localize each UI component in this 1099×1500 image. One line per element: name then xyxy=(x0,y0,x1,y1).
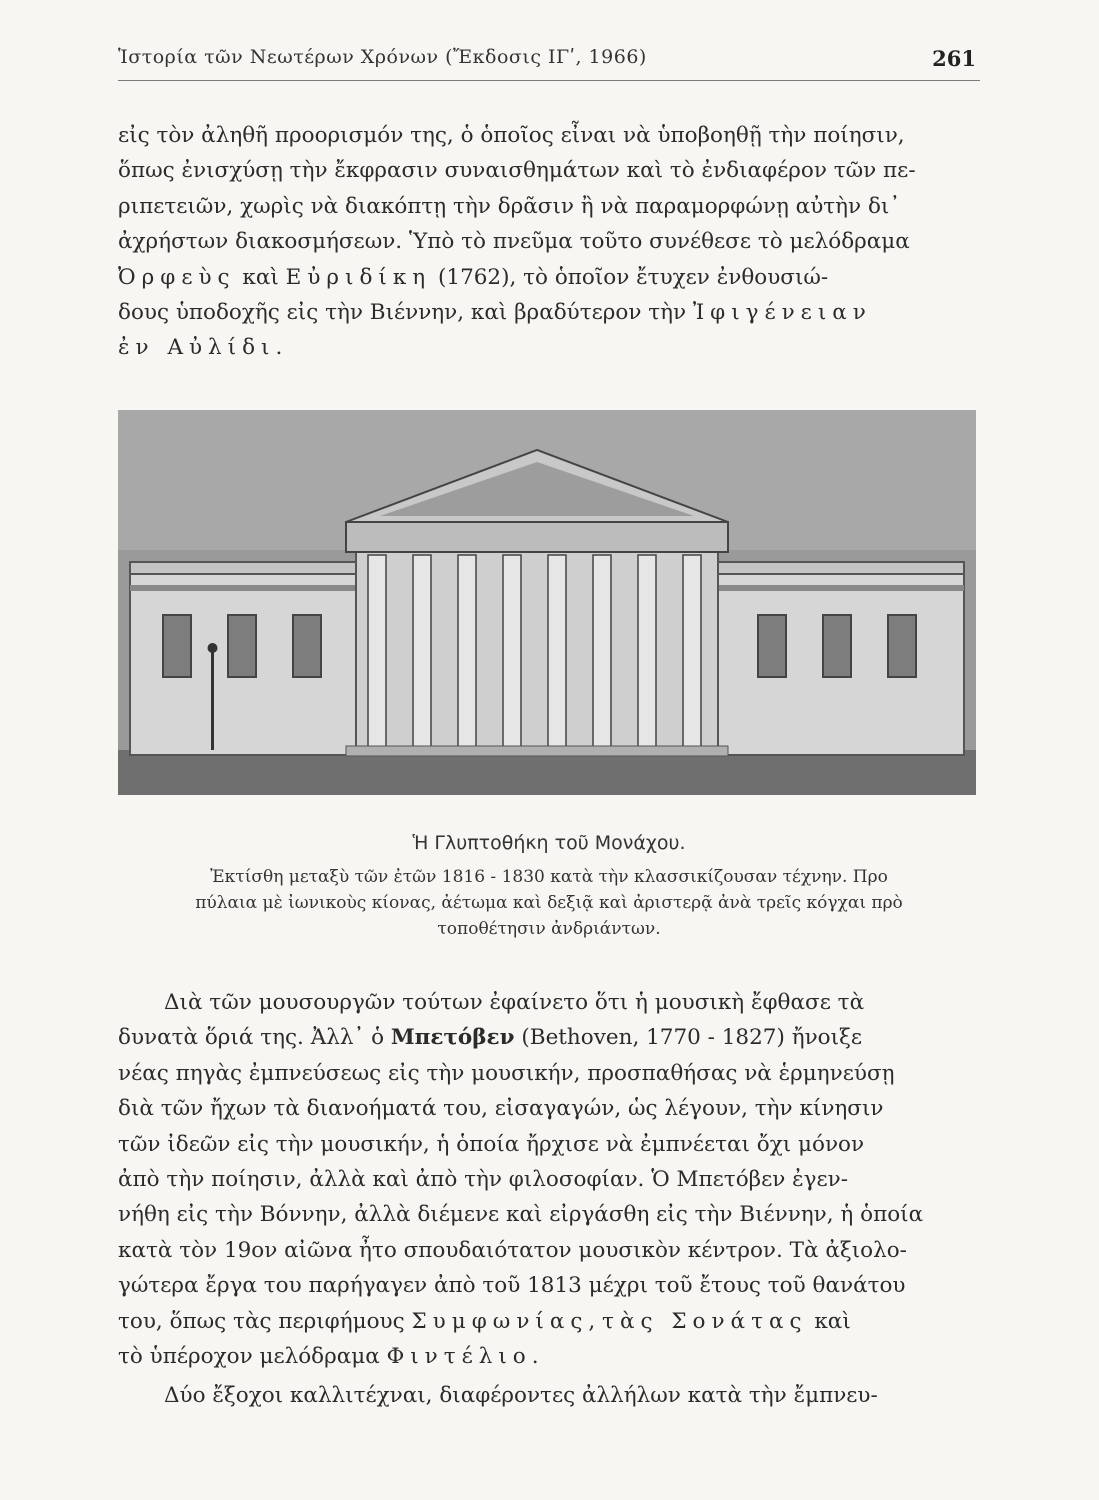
paragraph-opera-reform xyxy=(118,118,980,366)
text-line: ἀχρήστων διακοσμήσεων. Ὑπὸ τὸ πνεῦμα τοῦτο συνέθεσε τὸ μελόδραμα xyxy=(118,229,910,255)
paragraph-two-artists xyxy=(118,1378,980,1413)
text-line xyxy=(118,1339,980,1374)
text-line xyxy=(118,295,980,330)
text-line: διὰ τῶν ἤχων τὰ διανοήματά του, εἰσαγαγών, ὡς λέγουν, τὴν κίνησιν xyxy=(118,1096,884,1122)
text-fragment: του, ὅπως τὰς περιφήμους xyxy=(118,1308,412,1334)
text-fragment: , xyxy=(588,1308,603,1334)
text-fragment: δυνατὰ ὅριά της. Ἀλλ᾽ ὁ xyxy=(118,1025,391,1051)
text-line xyxy=(118,1020,980,1055)
text-line xyxy=(118,330,980,365)
caption-line: Ἐκτίσθη μεταξὺ τῶν ἐτῶν 1816 - 1830 κατὰ τὴν κλασσικίζουσαν τέχνην. Προ xyxy=(210,867,888,887)
text-line: εἰς τὸν ἀληθῆ προορισμόν της, ὁ ὁποῖος εἶναι νὰ ὑποβοηθῇ τὴν ποίησιν, xyxy=(118,123,905,148)
text-line: ἀπὸ τὴν ποίησιν, ἀλλὰ καὶ ἀπὸ τὴν φιλοσοφίαν. Ὁ Μπετόβεν ἐγεν- xyxy=(118,1167,848,1193)
text-line: γώτερα ἔργα του παρήγαγεν ἀπὸ τοῦ 1813 μέχρι τοῦ ἔτους τοῦ θανάτου xyxy=(118,1273,906,1299)
text-line: ριπετειῶν, χωρὶς νὰ διακόπτῃ τὴν δρᾶσιν ἢ νὰ παραμορφώνῃ αὐτὴν δι᾽ xyxy=(118,193,901,219)
running-title: Ἱστορία τῶν Νεωτέρων Χρόνων (Ἔκδοσις ΙΓʹ, 1966) xyxy=(118,46,647,68)
work-title-aulis: ἐν Αὐλίδι. xyxy=(118,335,289,361)
text-fragment: δους ὑποδοχῆς εἰς τὴν Βιέννην, καὶ βραδύτερον τὴν xyxy=(118,300,693,326)
building-illustration xyxy=(118,410,976,795)
text-line: τῶν ἰδεῶν εἰς τὴν μουσικήν, ἡ ὁποία ἤρχισε νὰ ἐμπνέεται ὄχι μόνον xyxy=(118,1131,865,1157)
text-fragment: (1762), τὸ ὁποῖον ἔτυχεν ἐνθουσιώ- xyxy=(431,264,829,290)
figure-caption xyxy=(118,864,980,942)
text-line: Διὰ τῶν μουσουργῶν τούτων ἐφαίνετο ὅτι ἡ μουσικὴ ἔφθασε τὰ xyxy=(164,990,865,1015)
glyptothek-photo xyxy=(118,410,976,795)
caption-line: πύλαια μὲ ἰωνικοὺς κίονας, ἀέτωμα καὶ δεξιᾷ καὶ ἀριστερᾷ ἀνὰ τρεῖς κόγχαι πρὸ xyxy=(195,893,903,913)
work-title-sonatas: τὰς Σονάτας xyxy=(602,1308,808,1334)
caption-line: τοποθέτησιν ἀνδριάντων. xyxy=(437,919,661,939)
work-title-eurydice: Εὐριδίκη xyxy=(285,264,432,290)
work-title-iphigenia: Ἰφιγένειαν xyxy=(692,300,872,326)
text-line: Δύο ἔξοχοι καλλιτέχναι, διαφέροντες ἀλλήλων κατὰ τὴν ἔμπνευ- xyxy=(164,1383,878,1408)
text-line: νήθη εἰς τὴν Βόννην, ἀλλὰ διέμενε καὶ εἰργάσθη εἰς τὴν Βιέννην, ἡ ὁποία xyxy=(118,1202,924,1228)
text-fragment: (Bethoven, 1770 - 1827) ἤνοιξε xyxy=(514,1025,863,1051)
work-title-orpheus: Ὀρφεὺς xyxy=(118,264,236,290)
text-line xyxy=(118,1304,980,1339)
page-number: 261 xyxy=(932,46,976,71)
paragraph-beethoven xyxy=(118,985,980,1374)
text-line: νέας πηγὰς ἐμπνεύσεως εἰς τὴν μουσικήν, προσπαθήσας νὰ ἑρμηνεύσῃ xyxy=(118,1060,895,1086)
beethoven-name: Μπετόβεν xyxy=(390,1025,515,1051)
text-fragment: καὶ xyxy=(235,264,286,290)
figure-caption-title: Ἡ Γλυπτοθήκη τοῦ Μονάχου. xyxy=(412,832,686,854)
text-fragment: καὶ xyxy=(807,1308,851,1334)
text-fragment: τὸ ὑπέροχον μελόδραμα xyxy=(118,1344,387,1370)
text-line: κατὰ τὸν 19ον αἰῶνα ἦτο σπουδαιότατον μουσικὸν κέντρον. Τὰ ἀξιολο- xyxy=(118,1237,907,1263)
text-line: ὅπως ἐνισχύσῃ τὴν ἔκφρασιν συναισθημάτων καὶ τὸ ἐνδιαφέρον τῶν πε- xyxy=(118,158,916,184)
running-header xyxy=(118,44,980,81)
text-line xyxy=(118,260,980,295)
work-title-fidelio: Φιντέλιο. xyxy=(386,1344,545,1370)
work-title-symphonies: Συμφωνίας xyxy=(411,1308,589,1334)
